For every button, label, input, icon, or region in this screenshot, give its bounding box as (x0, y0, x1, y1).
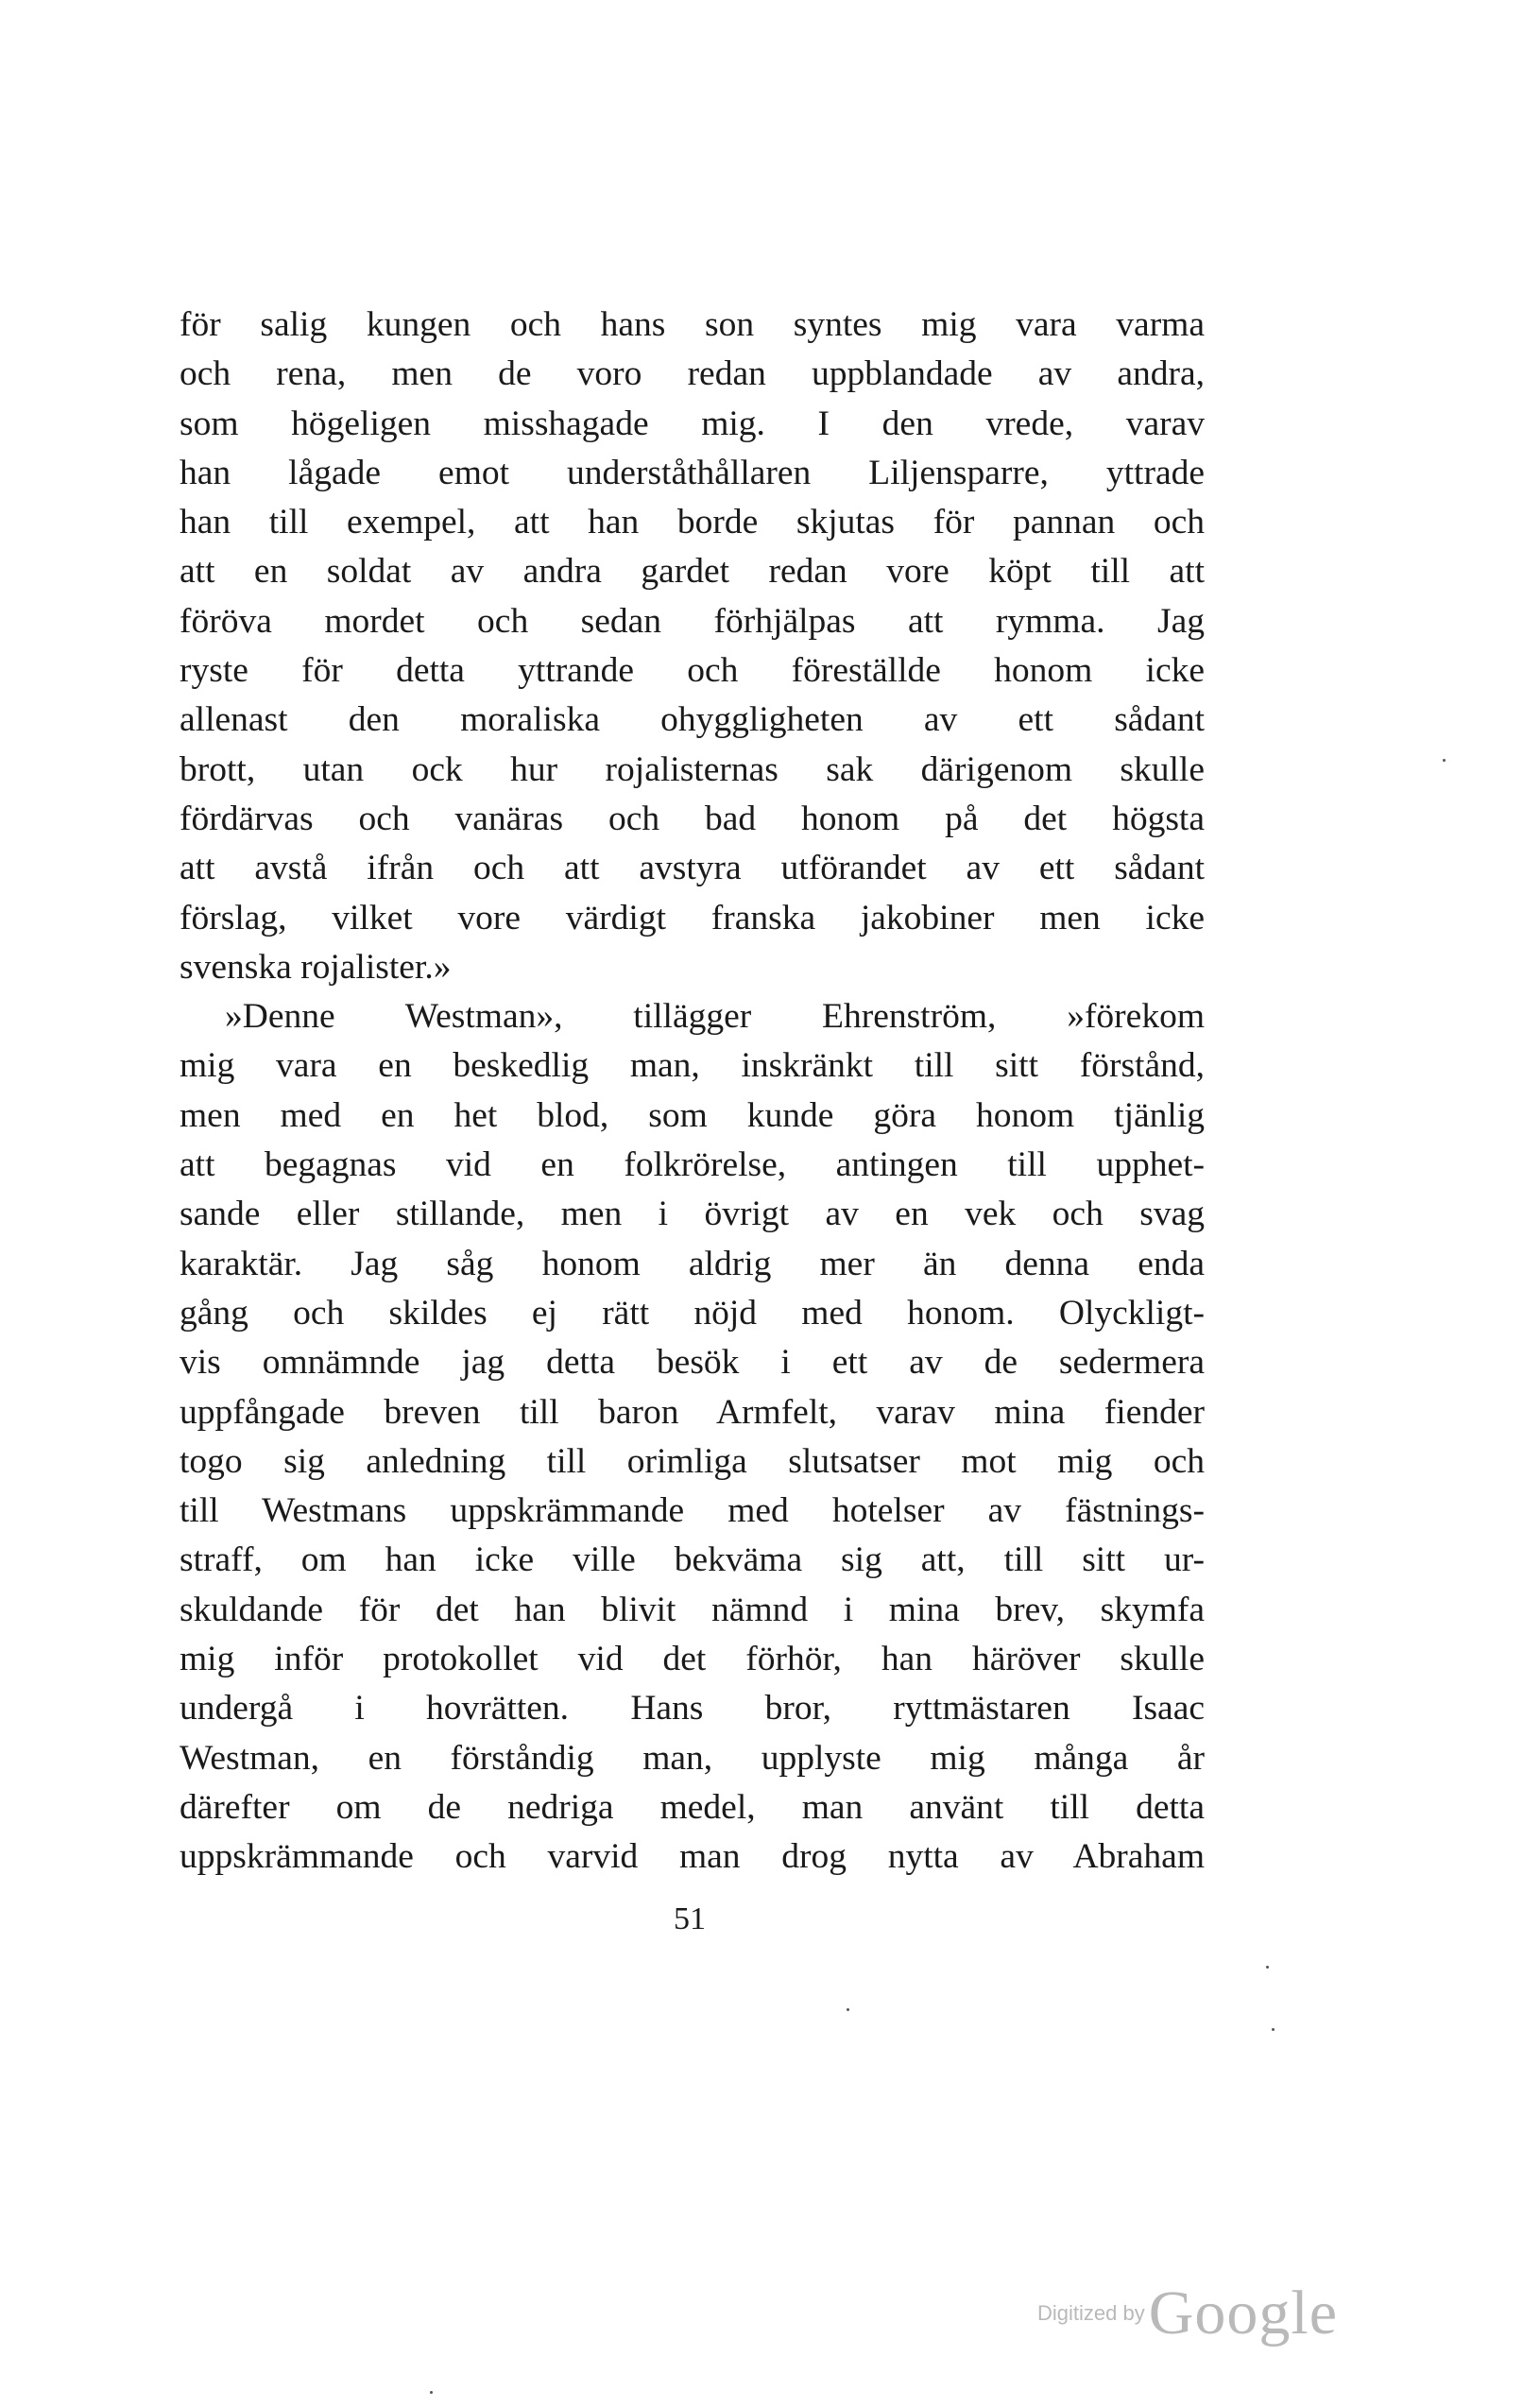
text-line: Westman, en förståndig man, upplyste mig många år (180, 1738, 1205, 1778)
text-line: togo sig anledning till orimliga slutsatser mot mig och (180, 1441, 1205, 1481)
scan-speck (1272, 2028, 1275, 2031)
text-line: till Westmans uppskrämmande med hotelser av fästnings- (180, 1491, 1205, 1531)
text-line: karaktär. Jag såg honom aldrig mer än denna enda (180, 1244, 1205, 1283)
text-line: därefter om de nedriga medel, man använt till detta (180, 1787, 1205, 1827)
text-line: allenast den moraliska ohyggligheten av ett sådant (180, 700, 1205, 740)
text-line: gång och skildes ej rätt nöjd med honom. Olyckligt- (180, 1293, 1205, 1333)
text-line: förslag, vilket vore värdigt franska jakobiner men icke (180, 898, 1205, 937)
text-line: och rena, men de voro redan uppblandade av andra, (180, 354, 1205, 394)
text-line: mig vara en beskedlig man, inskränkt till sitt förstånd, (180, 1046, 1205, 1086)
scan-speck (1266, 1966, 1269, 1969)
text-line: brott, utan ock hur rojalisternas sak därigenom skulle (180, 749, 1205, 789)
text-line: sande eller stillande, men i övrigt av en vek och svag (180, 1195, 1205, 1234)
text-line: att begagnas vid en folkrörelse, antingen till upphet- (180, 1145, 1205, 1185)
page-number: 51 (674, 1901, 706, 1936)
body-text (180, 301, 1205, 1883)
watermark-prefix: Digitized by (1037, 2301, 1145, 2325)
text-line: som högeligen misshagade mig. I den vrede, varav (180, 404, 1205, 443)
paragraph-end-line: svenska rojalister.» (180, 947, 452, 987)
text-line: vis omnämnde jag detta besök i ett av de sedermera (180, 1343, 1205, 1383)
text-line: att en soldat av andra gardet redan vore köpt till att (180, 552, 1205, 592)
text-line: han till exempel, att han borde skjutas för pannan och (180, 503, 1205, 542)
text-line: skuldande för det han blivit nämnd i mina brev, skymfa (180, 1590, 1205, 1629)
text-line: straff, om han icke ville bekväma sig att, till sitt ur- (180, 1540, 1205, 1580)
text-line: uppfångade breven till baron Armfelt, varav mina fiender (180, 1392, 1205, 1432)
text-line: mig inför protokollet vid det förhör, han häröver skulle (180, 1640, 1205, 1679)
text-line: men med en het blod, som kunde göra honom tjänlig (180, 1095, 1205, 1135)
paragraph-start-line: »Denne Westman», tillägger Ehrenström, »förekom (225, 997, 1205, 1037)
scan-speck (1443, 759, 1446, 762)
text-line: han lågade emot underståthållaren Liljensparre, yttrade (180, 453, 1205, 492)
digitized-by-google-watermark (1037, 2278, 1338, 2349)
text-line: att avstå ifrån och att avstyra utförandet av ett sådant (180, 849, 1205, 888)
text-line: uppskrämmande och varvid man drog nytta av Abraham (180, 1837, 1205, 1877)
text-line: ryste för detta yttrande och föreställde honom icke (180, 651, 1205, 691)
google-logo: Google (1148, 2279, 1339, 2348)
scan-speck (847, 2008, 849, 2011)
text-line: föröva mordet och sedan förhjälpas att rymma. Jag (180, 601, 1205, 641)
text-line: för salig kungen och hans son syntes mig vara varma (180, 305, 1205, 344)
text-line: fördärvas och vanäras och bad honom på det högsta (180, 799, 1205, 838)
text-line: undergå i hovrätten. Hans bror, ryttmästaren Isaac (180, 1689, 1205, 1729)
scan-speck (430, 2391, 433, 2394)
